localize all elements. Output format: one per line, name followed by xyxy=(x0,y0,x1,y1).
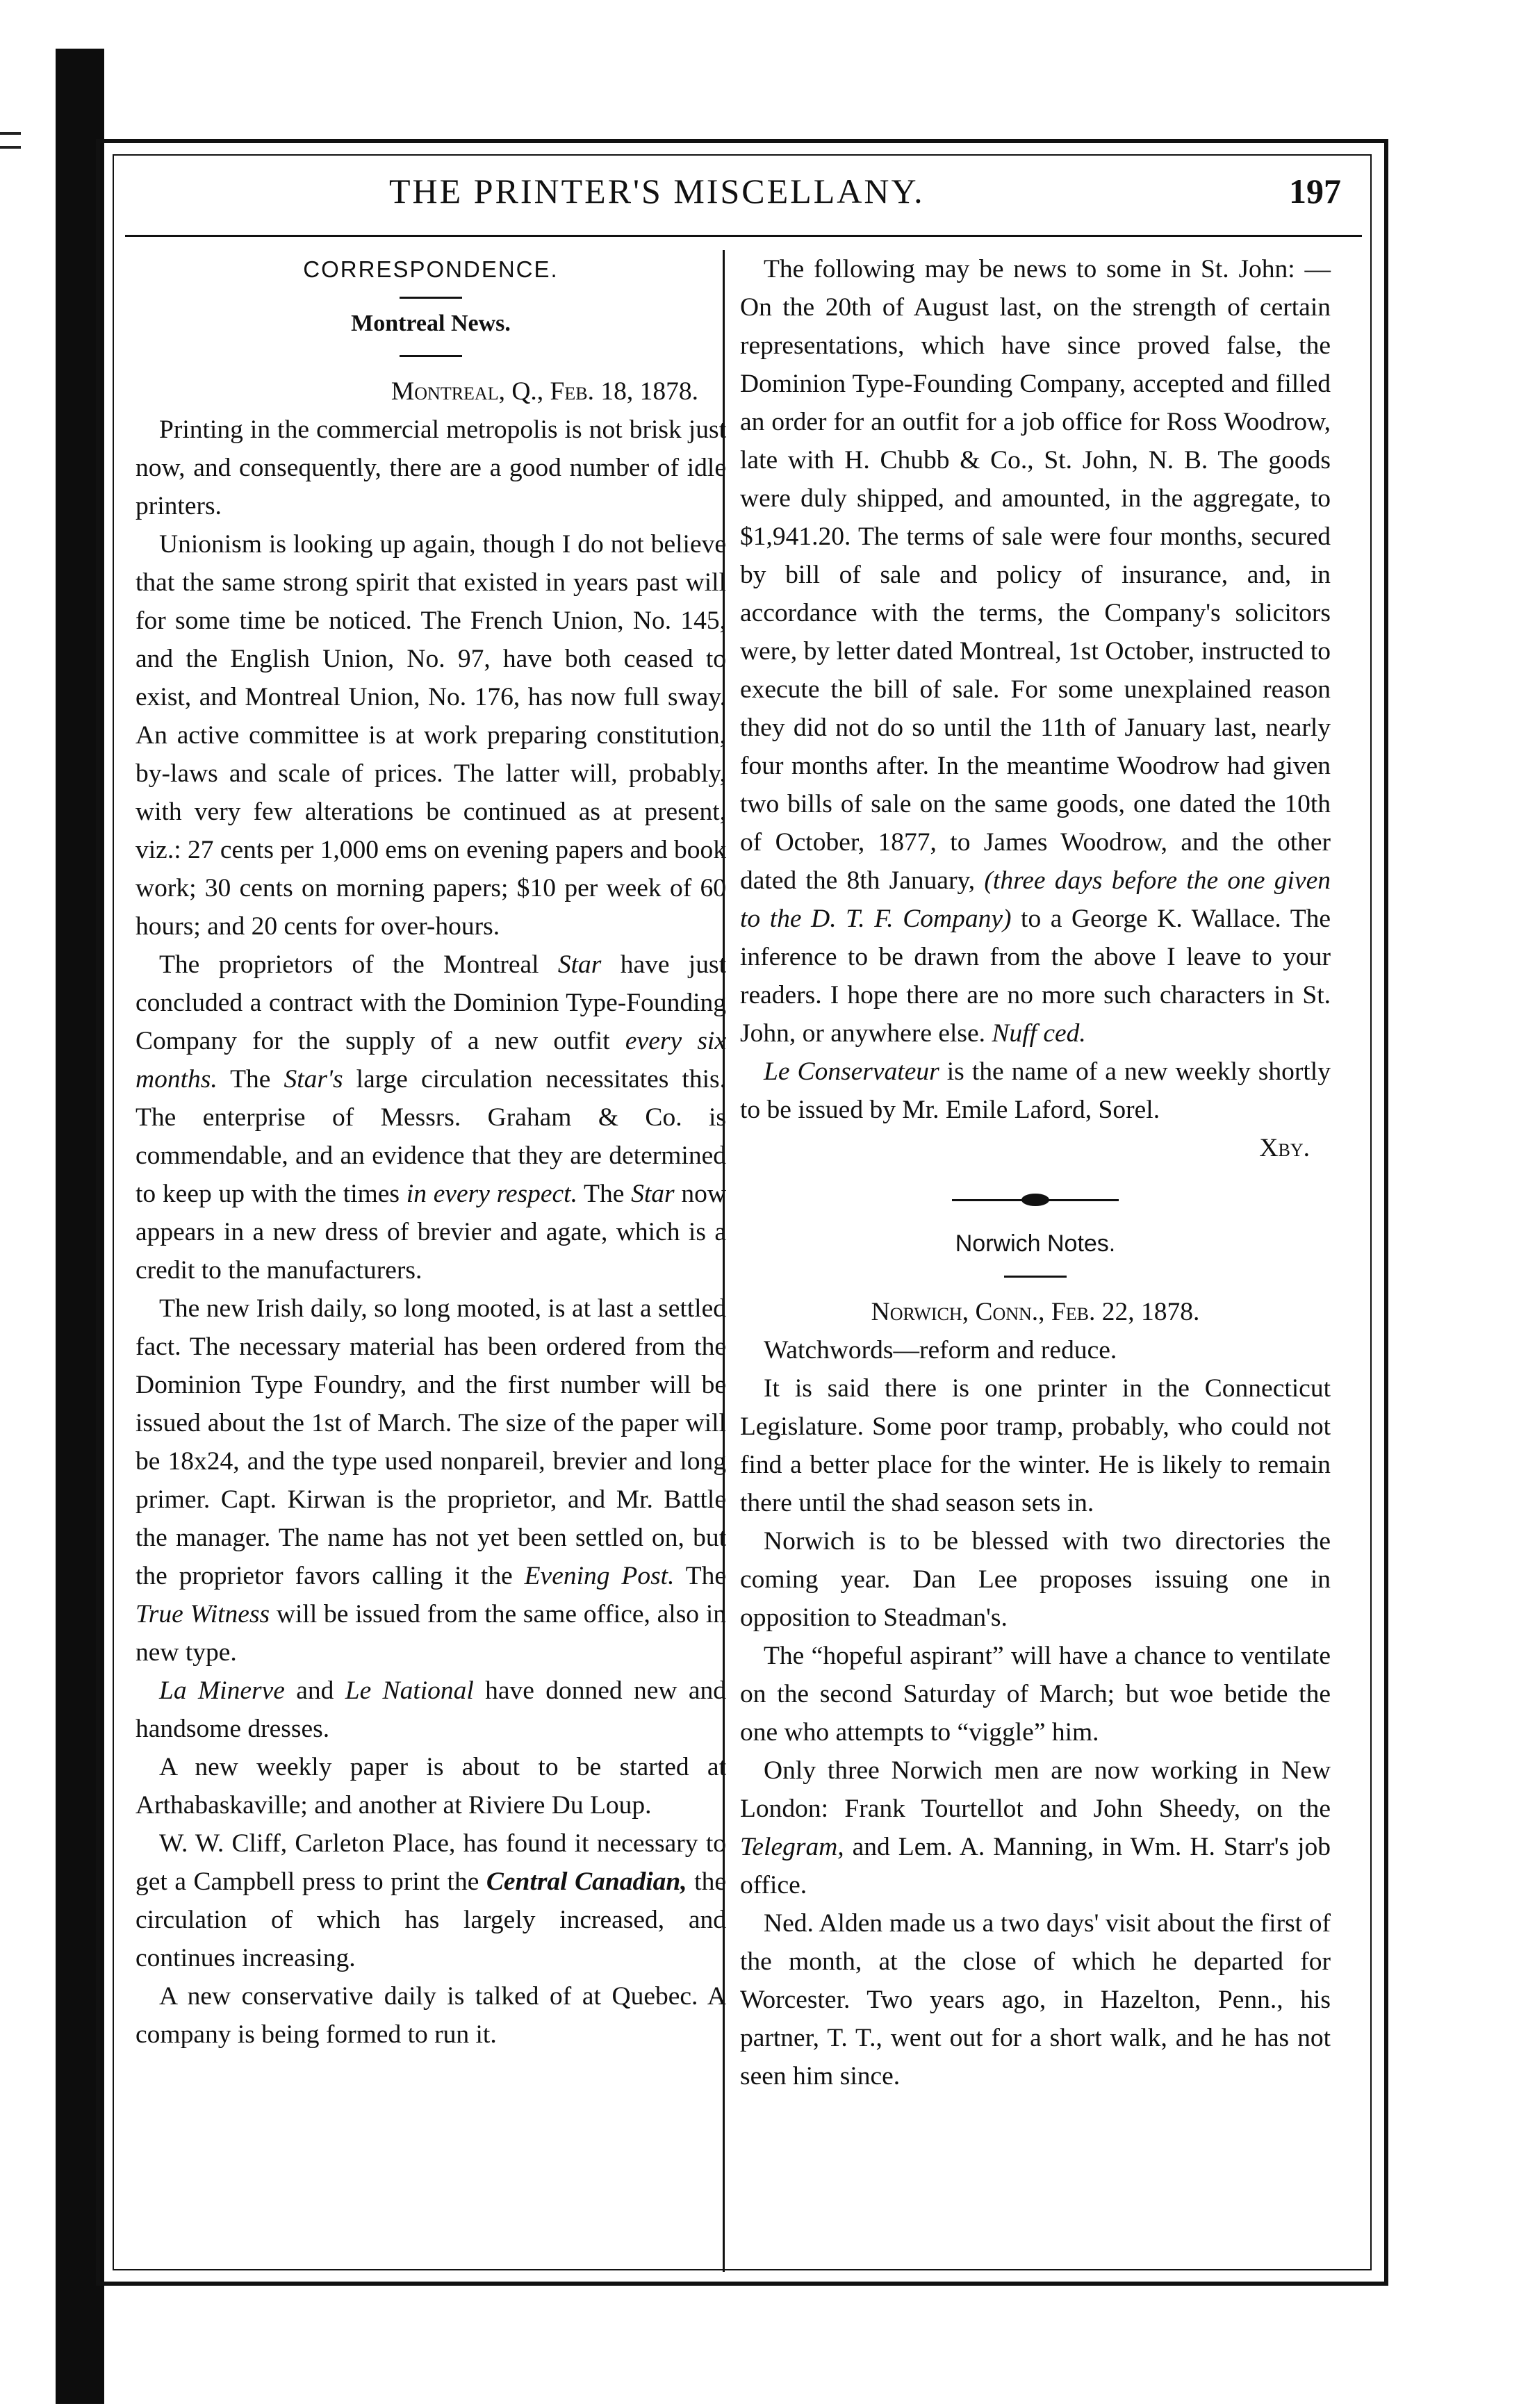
signature: Xby. xyxy=(1259,1134,1310,1162)
paragraph: Watchwords—reform and reduce. xyxy=(764,1336,1117,1364)
right-column xyxy=(740,250,1331,2095)
left-column xyxy=(135,250,726,2054)
section-heading: CORRESPONDENCE. xyxy=(303,256,559,282)
paragraph: The “hopeful aspirant” will have a chance to ventilate on the second Saturday of March; but woe betide the one who attempts to “viggle” him. xyxy=(740,1642,1331,1747)
divider xyxy=(1004,1276,1067,1278)
paragraph: Norwich is to be blessed with two directories the coming year. Dan Lee proposes issuing one in opposition to Steadman's. xyxy=(740,1527,1331,1632)
sub-heading: Montreal News. xyxy=(351,311,511,336)
head-rule xyxy=(125,235,1362,237)
paragraph: The new Irish daily, so long mooted, is at last a settled fact. The necessary material has been ordered from the Dominion Type Foundry, and the first number will be issued about the 1st of March. The size of the paper will be 18x24, and the type used nonpareil, brevier and long primer. Capt. Kirwan is the proprietor, and Mr. Battle the manager. The name has not yet been settled on, but the proprietor favors calling it the Evening Post. The True Witness will be issued from the same office, also in new type. xyxy=(135,1294,727,1667)
page-number: 197 xyxy=(1289,172,1341,211)
paragraph: La Minerve and Le National have donned new and handsome dresses. xyxy=(135,1676,726,1743)
paragraph: Unionism is looking up again, though I do not believe that the same strong spirit that existed in years past will for some time be noticed. The French Union, No. 145, and the English Union, No. 97, have both ceased to exist, and Montreal Union, No. 176, has now full sway. An active committee is at work preparing constitution, by-laws and scale of prices. The latter will, probably, with very few alterations be continued as at present, viz.: 27 cents per 1,000 ems on evening papers and book work; 30 cents on morning papers; $10 per week of 60 hours; and 20 cents for over-hours. xyxy=(135,530,726,941)
paragraph: The following may be news to some in St. John: — On the 20th of August last, on the strength of certain representations, which have since proved false, the Dominion Type-Founding Company, accepted and filled an order for an outfit for a job office for Ross Woodrow, late with H. Chubb & Co., St. John, N. B. The goods were duly shipped, and amounted, in the aggregate, to $1,941.20. The terms of sale were four months, secured by bill of sale and policy of insurance, and, in accordance with the terms, the Company's solicitors were, by letter dated Montreal, 1st October, instructed to execute the bill of sale. For some unexplained reason they did not do so until the 11th of January last, nearly four months after. In the meantime Woodrow had given two bills of sale on the same goods, one dated the 10th of October, 1877, to James Woodrow, and the other dated the 8th January, (three days before the one given to the D. T. F. Company) to a George K. Wallace. The inference to be drawn from the above I leave to your readers. I hope there are no more such characters in St. John, or anywhere else. Nuff ced. xyxy=(740,255,1331,1048)
margin-rule xyxy=(0,146,21,149)
dateline: Norwich, Conn., Feb. 22, 1878. xyxy=(871,1298,1200,1326)
running-head xyxy=(125,167,1362,229)
paragraph: Le Conservateur is the name of a new weekly shortly to be issued by Mr. Emile Laford, Sorel. xyxy=(740,1057,1331,1124)
paragraph: W. W. Cliff, Carleton Place, has found it necessary to get a Campbell press to print the Central Canadian, the circulation of which has largely increased, and continues increasing. xyxy=(135,1829,726,1972)
ornamental-rule xyxy=(952,1199,1119,1201)
margin-rule xyxy=(0,132,21,135)
paragraph: Ned. Alden made us a two days' visit about the first of the month, at the close of which he departed for Worcester. Two years ago, in Hazelton, Penn., his partner, T. T., went out for a short walk, and he has not seen him since. xyxy=(740,1909,1331,2090)
paragraph: The proprietors of the Montreal Star have just concluded a contract with the Dominion Type-Founding Company for the supply of a new outfit every six months. The Star's large circulation necessitates this. The enterprise of Messrs. Graham & Co. is commendable, and an evidence that they are determined to keep up with the times in every respect. The Star now appears in a new dress of brevier and agate, which is a credit to the manufacturers. xyxy=(135,950,726,1285)
paragraph: It is said there is one printer in the Connecticut Legislature. Some poor tramp, probably, who could not find a better place for the winter. He is likely to remain there until the shad season sets in. xyxy=(740,1374,1331,1517)
dateline: Montreal, Q., Feb. 18, 1878. xyxy=(391,377,698,406)
running-title: THE PRINTER'S MISCELLANY. xyxy=(389,172,925,211)
divider xyxy=(400,297,462,299)
paragraph: A new weekly paper is about to be started at Arthabaskaville; and another at Riviere Du Loup. xyxy=(135,1753,726,1820)
paragraph: Only three Norwich men are now working in New London: Frank Tourtellot and John Sheedy, on the Telegram, and Lem. A. Manning, in Wm. H. Starr's job office. xyxy=(740,1756,1331,1899)
sub-heading: Norwich Notes. xyxy=(955,1230,1116,1257)
divider xyxy=(400,355,462,357)
paragraph: A new conservative daily is talked of at Quebec. A company is being formed to run it. xyxy=(135,1982,726,2049)
paragraph: Printing in the commercial metropolis is not brisk just now, and consequently, there are a good number of idle printers. xyxy=(135,415,726,520)
